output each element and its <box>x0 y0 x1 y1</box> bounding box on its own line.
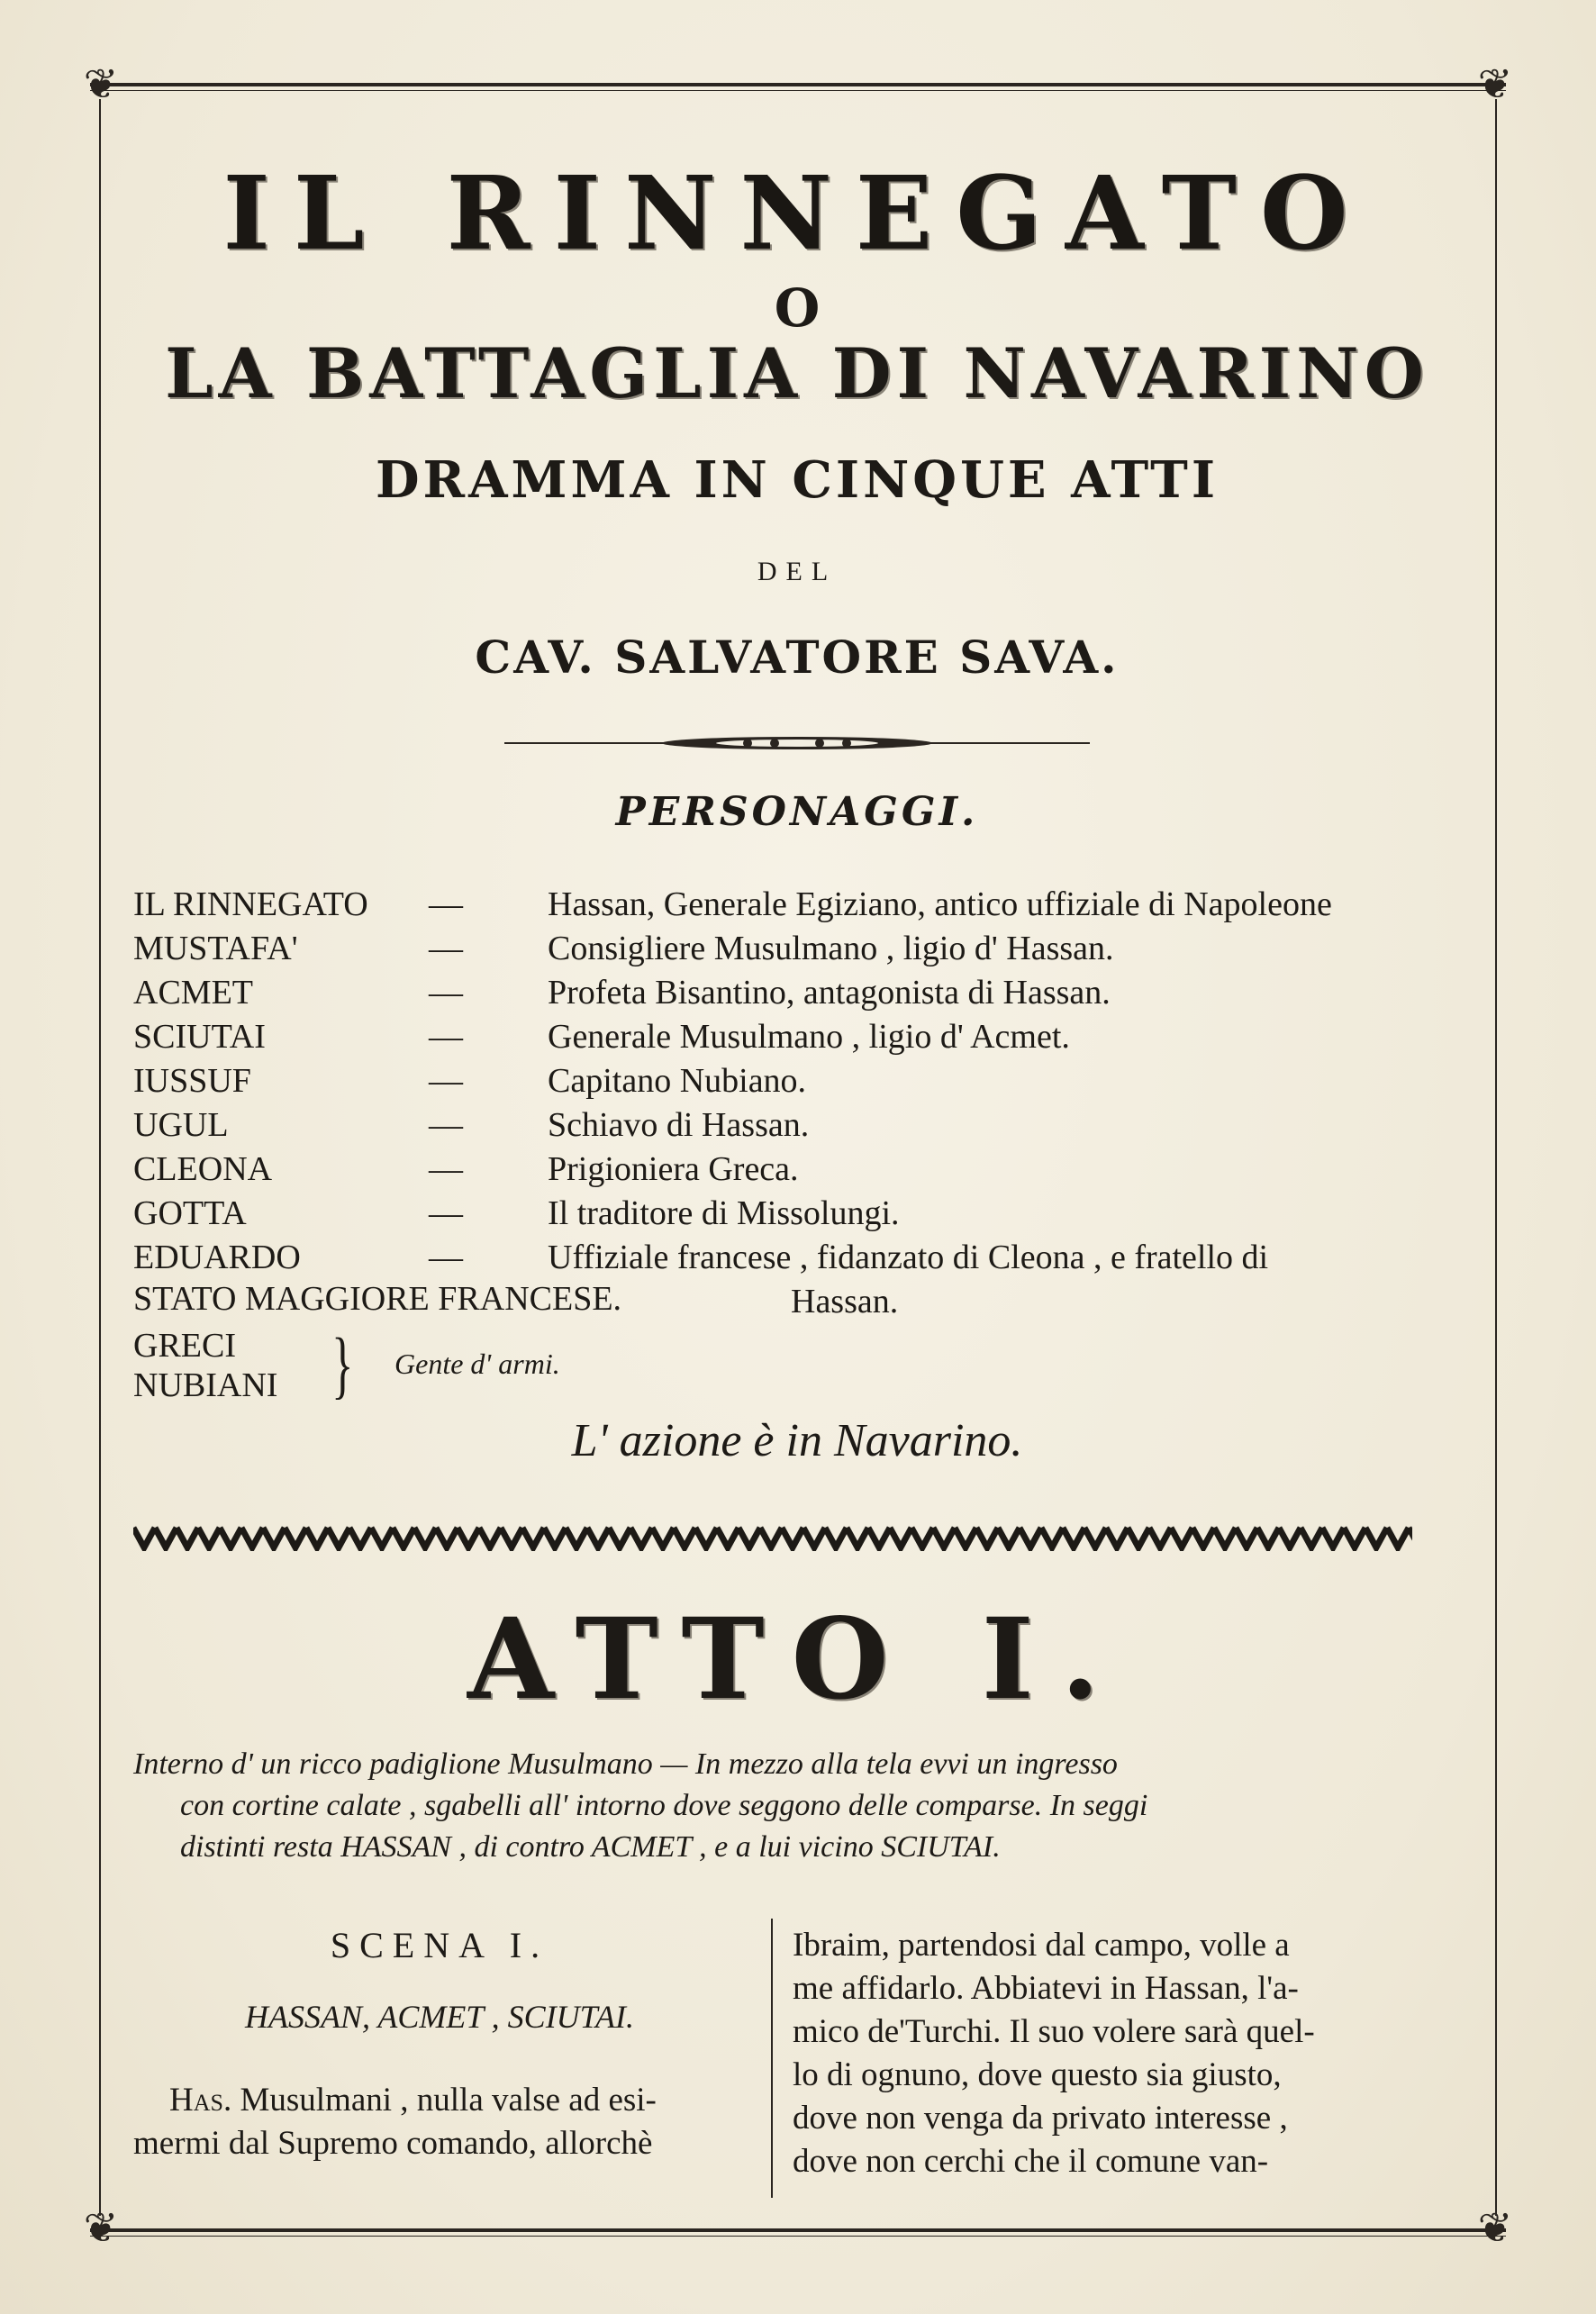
cast-row <box>133 1103 1466 1148</box>
main-title: IL RINNEGATO <box>222 155 1372 273</box>
column-divider <box>771 1919 773 2198</box>
text-line: Ibraim, partendosi dal campo, volle a <box>793 1927 1290 1964</box>
second-title: LA BATTAGLIA DI NAVARINO <box>165 333 1429 413</box>
cast-name: MUSTAFA' <box>133 930 298 967</box>
cast-row <box>133 1148 1466 1192</box>
cast-name: IUSSUF <box>133 1062 251 1100</box>
cast-description: Profeta Bisantino, antagonista di Hassan. <box>548 974 1111 1012</box>
act-heading: ATTO I. <box>467 1594 1127 1725</box>
scene-heading: SCENA I. <box>330 1925 549 1965</box>
cast-dash: — <box>429 885 463 923</box>
right-column-text <box>793 1924 1432 2183</box>
left-column-text <box>133 2079 755 2165</box>
cast-name: CLEONA <box>133 1150 273 1188</box>
cast-description: Capitano Nubiano. <box>548 1062 807 1100</box>
ornamental-rule-icon <box>504 735 1090 751</box>
fleuron-corner-icon: ❦ <box>1477 61 1513 107</box>
text-line: mico de'Turchi. Il suo volere sarà quel- <box>793 2013 1315 2050</box>
subtitle: DRAMMA IN CINQUE ATTI <box>375 450 1220 510</box>
cast-dash: — <box>429 1018 463 1056</box>
cast-description: Prigioniera Greca. <box>548 1150 799 1188</box>
cast-name: IL RINNEGATO <box>133 885 368 923</box>
cast-description: Generale Musulmano , ligio d' Acmet. <box>548 1018 1070 1056</box>
text-line: Musulmani , nulla valse ad esi- <box>240 2082 657 2119</box>
cast-dash: — <box>429 974 463 1012</box>
cast-name: GOTTA <box>133 1194 247 1232</box>
cast-dash: — <box>429 1194 463 1232</box>
fleuron-corner-icon: ❦ <box>1477 2205 1513 2251</box>
text-line: lo di ognuno, dove questo sia giusto, <box>793 2056 1282 2093</box>
cast-dash: — <box>429 1062 463 1100</box>
frame-right-rule <box>1495 99 1497 2216</box>
author: CAV. SALVATORE SAVA. <box>475 631 1120 684</box>
nubiani-label: NUBIANI <box>133 1366 278 1404</box>
cast-description: Consigliere Musulmano , ligio d' Hassan. <box>548 930 1114 967</box>
scene-description-line: Interno d' un ricco padiglione Musulmano — In mezzo alla tela evvi un ingresso <box>133 1747 1118 1781</box>
cast-list <box>133 883 1466 1324</box>
text-line: dove non venga da privato interesse , <box>793 2100 1288 2137</box>
cast-description-continued: Hassan. <box>791 1283 899 1320</box>
cast-dash: — <box>429 930 463 967</box>
personaggi-heading: PERSONAGGI. <box>615 789 979 835</box>
frame-bottom-rule <box>90 2228 1506 2232</box>
fleuron-corner-icon: ❦ <box>83 61 119 107</box>
cast-row <box>133 1015 1466 1059</box>
cast-description: Uffiziale francese , fidanzato di Cleona , e fratello di <box>548 1239 1269 1276</box>
cast-row <box>133 971 1466 1015</box>
zigzag-border-icon <box>133 1524 1412 1551</box>
cast-dash: — <box>429 1239 463 1276</box>
cast-name: ACMET <box>133 974 253 1012</box>
greci-label: GRECI <box>133 1327 236 1365</box>
scene-characters: HASSAN, ACMET , SCIUTAI. <box>244 1999 635 2035</box>
cast-name: UGUL <box>133 1106 229 1144</box>
stato-maggiore: STATO MAGGIORE FRANCESE. <box>133 1280 622 1318</box>
cast-description: Schiavo di Hassan. <box>548 1106 810 1144</box>
scene-description-line: distinti resta HASSAN , di contro ACMET , e a lui vicino SCIUTAI. <box>180 1830 1001 1864</box>
text-line: me affidarlo. Abbiatevi in Hassan, l'a- <box>793 1970 1299 2007</box>
cast-description: Hassan, Generale Egiziano, antico uffiziale di Napoleone <box>548 885 1332 923</box>
cast-dash: — <box>429 1106 463 1144</box>
frame-left-rule <box>99 99 101 2216</box>
gente-label: Gente d' armi. <box>394 1348 560 1380</box>
cast-row <box>133 883 1466 927</box>
title-conjunction: O <box>774 277 821 339</box>
scene-description-line: con cortine calate , sgabelli all' intorno dove seggono delle comparse. In seggi <box>180 1789 1148 1822</box>
frame-top-rule <box>90 83 1506 86</box>
fleuron-corner-icon: ❦ <box>83 2205 119 2251</box>
cast-row <box>133 1059 1466 1103</box>
cast-name: EDUARDO <box>133 1239 301 1276</box>
cast-row <box>133 1192 1466 1236</box>
extras-block <box>133 1323 764 1416</box>
cast-description: Il traditore di Missolungi. <box>548 1194 900 1232</box>
setting-line: L' azione è in Navarino. <box>571 1415 1023 1466</box>
text-line: mermi dal Supremo comando, allorchè <box>133 2125 653 2162</box>
scene-description <box>133 1744 1430 1868</box>
cast-row <box>133 927 1466 971</box>
speaker-label: Has. <box>169 2082 232 2119</box>
cast-dash: — <box>429 1150 463 1188</box>
text-line: dove non cerchi che il comune van- <box>793 2143 1269 2180</box>
cast-name: SCIUTAI <box>133 1018 266 1056</box>
by-line: DEL <box>757 557 838 586</box>
brace-icon: } <box>331 1323 354 1407</box>
